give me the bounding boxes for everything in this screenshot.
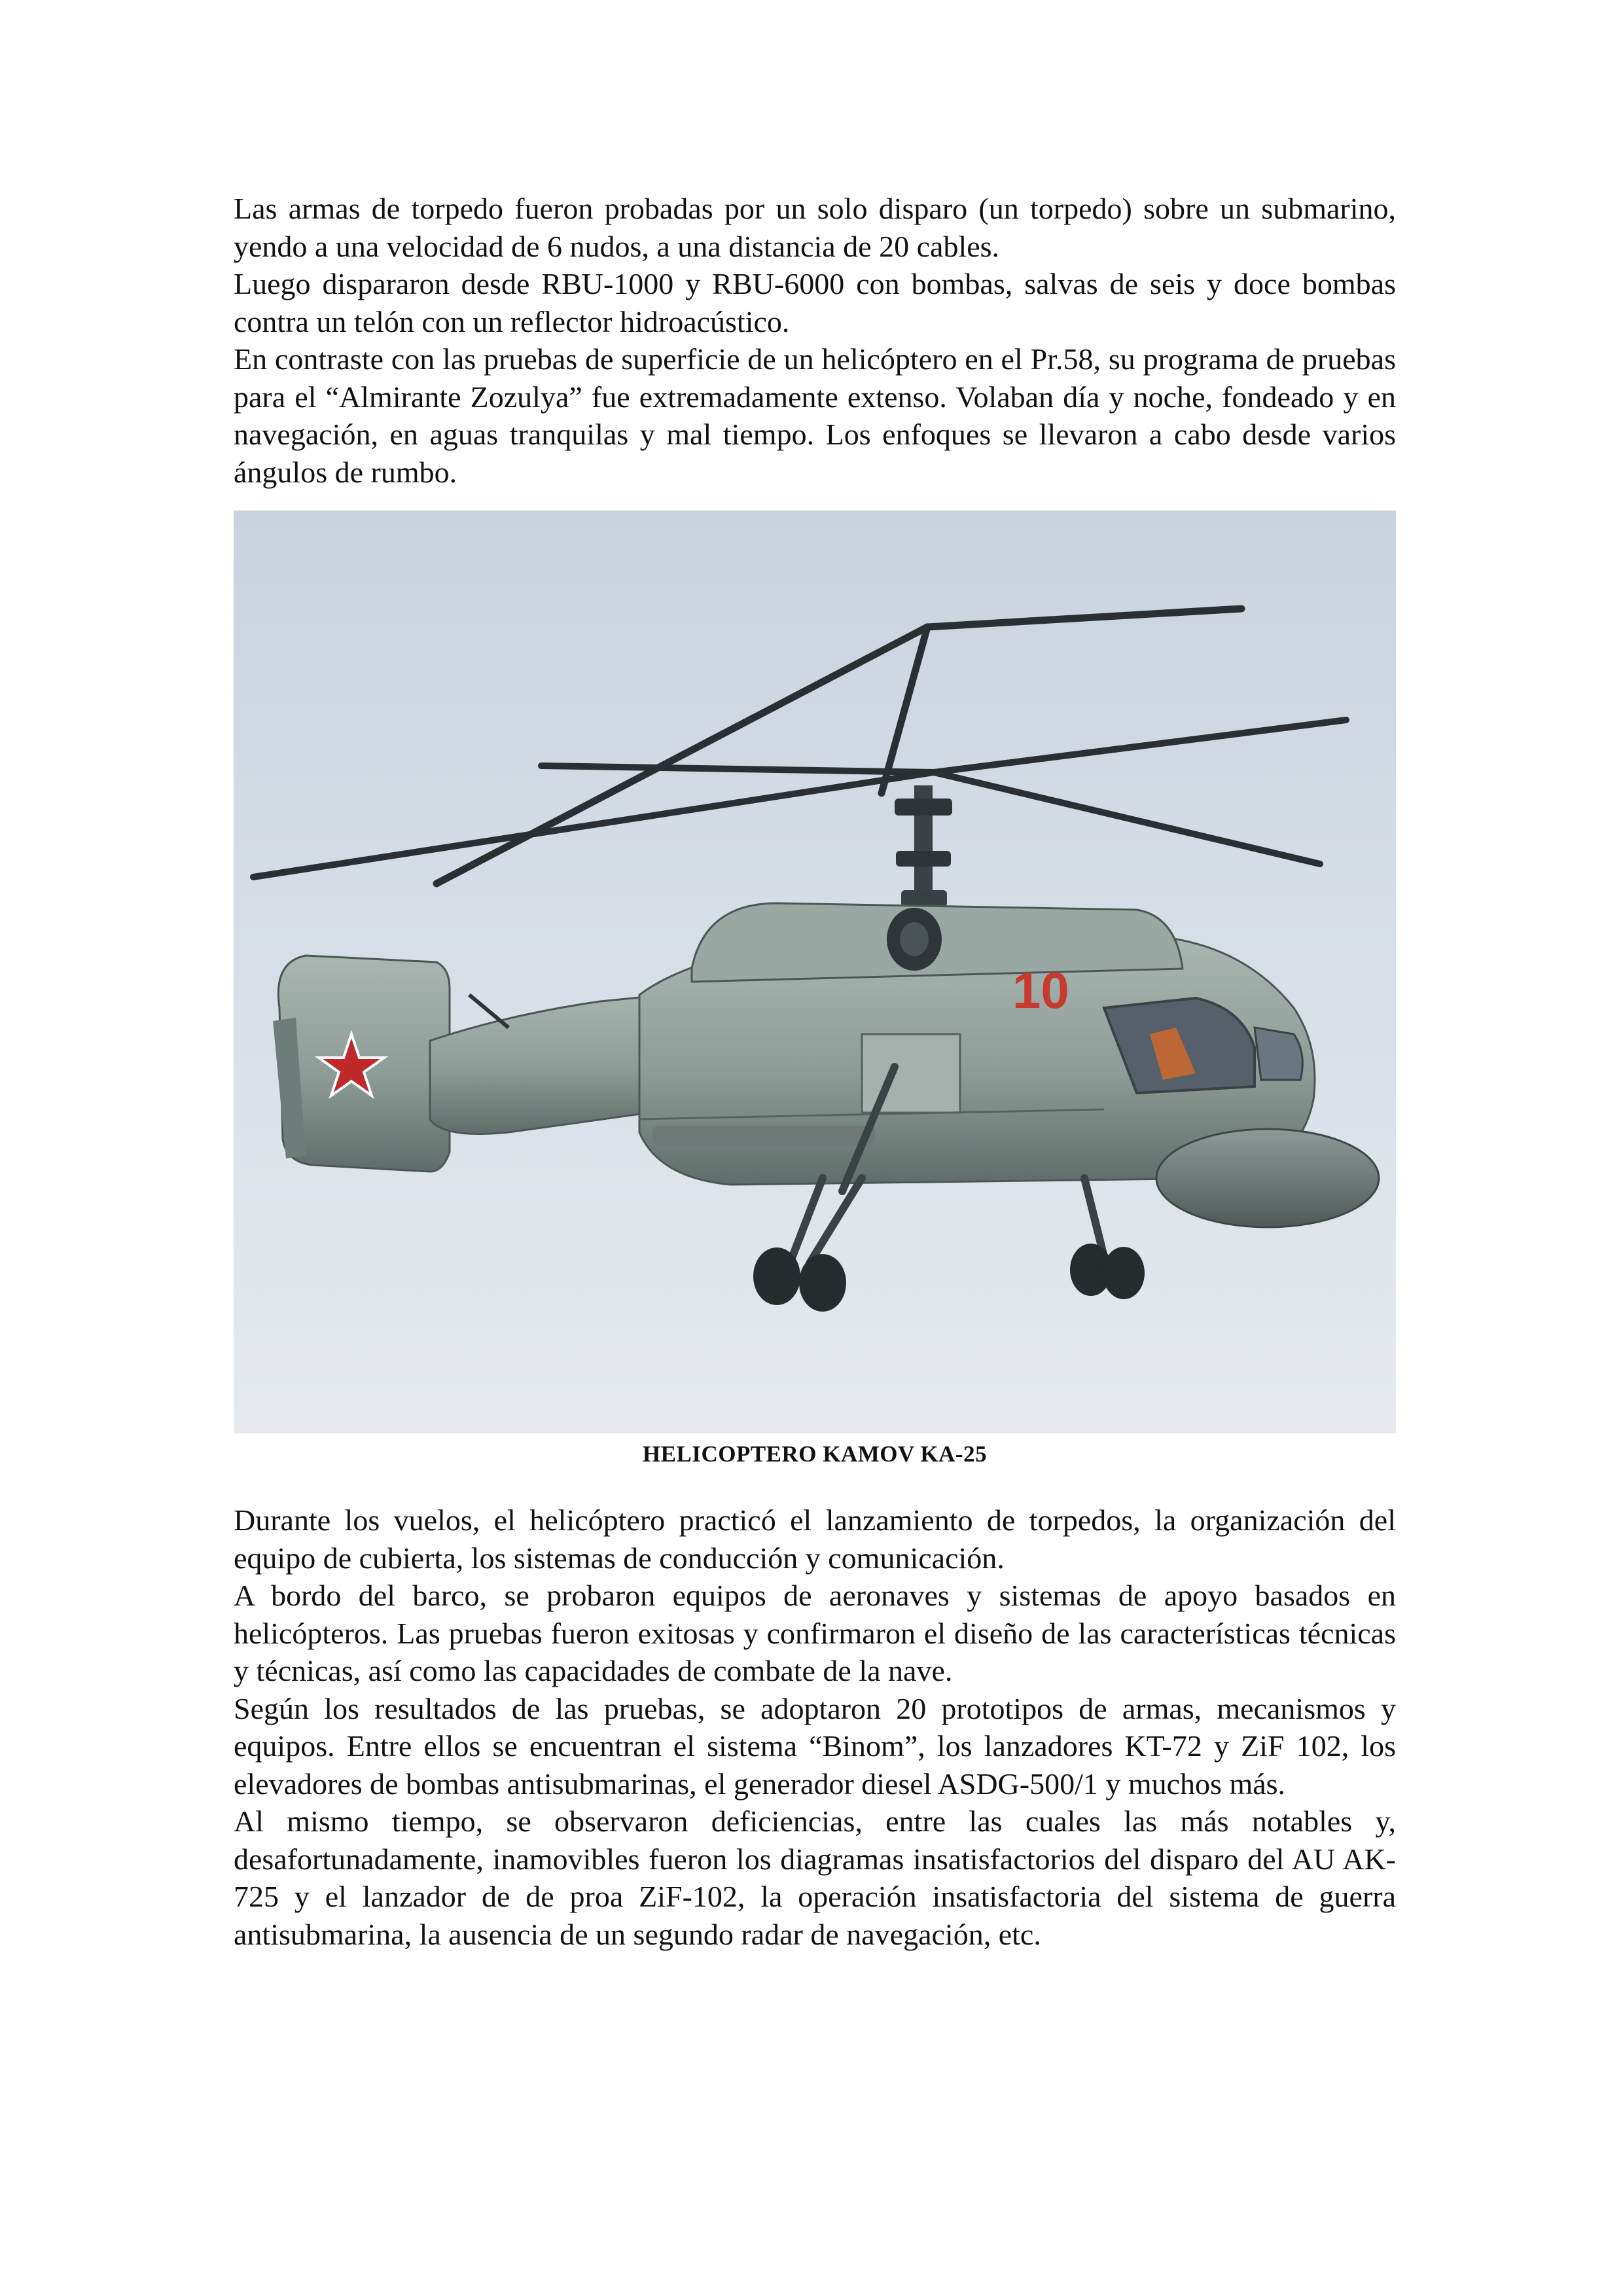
document-page bbox=[234, 190, 1396, 1953]
paragraph-rbu-firing: Luego dispararon desde RBU-1000 y RBU-6000 con bombas, salvas de seis y doce bombas contra un telón con un reflector hidroacústico. bbox=[234, 267, 1396, 338]
tail-fin bbox=[273, 956, 450, 1172]
top-text-block bbox=[234, 190, 1396, 491]
paragraph-torpedo-tests: Las armas de torpedo fueron probadas por un solo disparo (un torpedo) sobre un submarino, yendo a una velocidad de 6 nudos, a una distancia de 20 cables. bbox=[234, 192, 1396, 263]
paragraph-helicopter-program: En contraste con las pruebas de superficie de un helicóptero en el Pr.58, su programa de pruebas para el “Almirante Zozulya” fue extremadamente extenso. Volaban día y noche, fondeado y en navegación, en aguas tranquilas y mal tiempo. Los enfoques se llevaron a cabo desde varios ángulos de rumbo. bbox=[234, 342, 1396, 489]
helicopter-photo bbox=[234, 511, 1396, 1433]
nose-radar-pod bbox=[1156, 1129, 1379, 1227]
helicopter-illustration bbox=[234, 511, 1396, 1433]
paragraph-aircraft-equipment: A bordo del barco, se probaron equipos de aeronaves y sistemas de apoyo basados en helicópteros. Las pruebas fueron exitosas y confirmaron el diseño de las características técnicas y técnicas, así como las capacidades de combate de la nave. bbox=[234, 1579, 1396, 1687]
paragraph-deficiencies: Al mismo tiempo, se observaron deficiencias, entre las cuales las más notables y, desafortunadamente, inamovibles fueron los diagramas insatisfactorios del disparo del AU AK-725 y el lanzador de de proa ZiF-102, la operación insatisfactoria del sistema de guerra antisubmarina, la ausencia de un segundo radar de navegación, etc. bbox=[234, 1804, 1396, 1951]
bottom-text-block bbox=[234, 1501, 1396, 1953]
figure-caption: HELICOPTERO KAMOV KA-25 bbox=[642, 1441, 988, 1467]
paragraph-prototypes: Según los resultados de las pruebas, se adoptaron 20 prototipos de armas, mecanismos y equipos. Entre ellos se encuentran el sistema “Binom”, los lanzadores KT-72 y ZiF 102, los elevadores de bombas antisubmarinas, el generador diesel ASDG-500/1 y muchos más. bbox=[234, 1691, 1396, 1801]
fuselage-number: 10 bbox=[1012, 961, 1069, 1019]
rotor-mast bbox=[895, 785, 952, 923]
paragraph-flights: Durante los vuelos, el helicóptero practicó el lanzamiento de torpedos, la organización del equipo de cubierta, los sistemas de conducción y comunicación. bbox=[234, 1503, 1396, 1575]
